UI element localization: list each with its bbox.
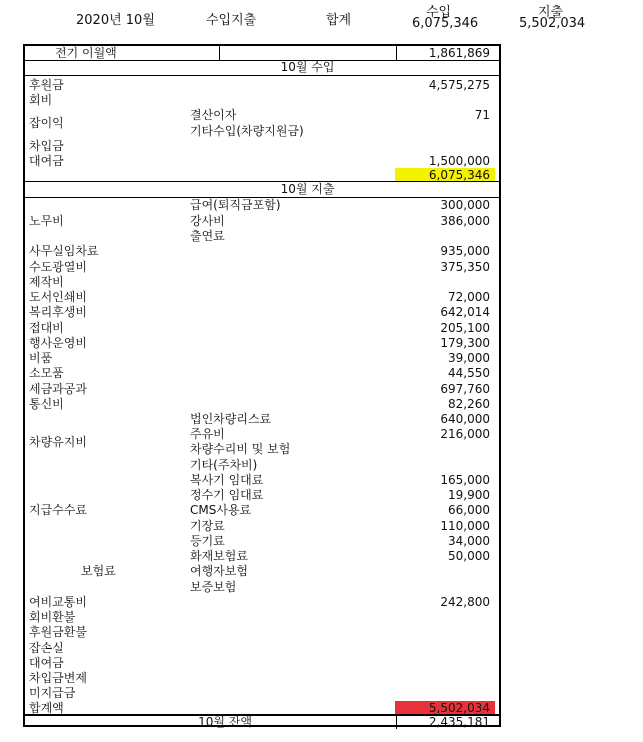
column-divider (219, 46, 220, 60)
balance-label: 10월 잔액 (198, 715, 252, 729)
printing-value: 72,000 (448, 290, 490, 304)
taxes-value: 697,760 (440, 382, 490, 396)
travel-transport-label: 여비교통비 (29, 595, 87, 609)
other-income-label: 기타수입(차량지원금) (190, 124, 304, 138)
borrowing-repay-label: 차입금변제 (29, 671, 87, 685)
column-divider (396, 714, 397, 729)
fuel-label: 주유비 (190, 427, 225, 441)
unpaid-label: 미지급금 (29, 686, 76, 700)
settlement-interest-value: 71 (474, 108, 490, 122)
utilities-value: 375,350 (440, 260, 490, 274)
ledger-table (23, 44, 501, 727)
borrowing-label: 차입금 (29, 139, 64, 153)
production-label: 제작비 (29, 275, 64, 289)
donation-refund-label: 후원금환불 (29, 625, 87, 639)
income-header-value: 6,075,346 (412, 16, 479, 31)
fire-insurance-label: 화재보험료 (190, 549, 248, 563)
corp-car-lease-label: 법인차량리스료 (190, 412, 272, 426)
welfare-value: 642,014 (440, 305, 490, 319)
car-repair-label: 차량수리비 및 보험 (190, 442, 291, 456)
salary-value: 300,000 (440, 198, 490, 212)
purifier-rent-value: 19,900 (448, 488, 490, 502)
donation-value: 4,575,275 (428, 78, 490, 92)
loan-out-label: 대여금 (29, 656, 64, 670)
donation-label: 후원금 (29, 78, 64, 92)
utilities-label: 수도광열비 (29, 260, 87, 274)
income-header-label: 수입 (426, 5, 452, 20)
supplies-label: 비품 (29, 351, 53, 365)
entertainment-value: 205,100 (440, 321, 490, 335)
misc-income-label: 잡이익 (29, 116, 64, 130)
appearance-fee-label: 출연료 (190, 229, 225, 243)
guarantee-insurance-label: 보증보험 (190, 580, 237, 594)
balance-value: 2,435,181 (428, 715, 490, 729)
fees-label: 지급수수료 (29, 503, 87, 517)
travel-insurance-label: 여행자보험 (190, 564, 248, 578)
lecture-fee-value: 386,000 (440, 214, 490, 228)
row-divider (25, 75, 499, 76)
travel-transport-value: 242,800 (440, 595, 490, 609)
report-subtitle: 수입지출 (206, 13, 257, 28)
office-rent-value: 935,000 (440, 244, 490, 258)
loan-label: 대여금 (29, 154, 64, 168)
dues-refund-label: 회비환불 (29, 610, 76, 624)
event-label: 행사운영비 (29, 336, 87, 350)
communication-label: 통신비 (29, 397, 64, 411)
expense-total-label: 합계액 (29, 701, 64, 715)
welfare-label: 복리후생비 (29, 305, 87, 319)
taxes-label: 세금과공과 (29, 382, 87, 396)
communication-value: 82,260 (448, 397, 490, 411)
income-section-title: 10월 수입 (280, 60, 335, 74)
expense-section-title: 10월 지출 (280, 182, 335, 196)
consumables-value: 44,550 (448, 366, 490, 380)
other-parking-label: 기타(주차비) (190, 458, 258, 472)
expense-header-label: 지출 (538, 5, 564, 20)
lecture-fee-label: 강사비 (190, 214, 225, 228)
corp-car-lease-value: 640,000 (440, 412, 490, 426)
dues-label: 회비 (29, 93, 53, 107)
registration-fee-label: 등기료 (190, 534, 225, 548)
cms-fee-value: 66,000 (448, 503, 490, 517)
purifier-rent-label: 정수기 임대료 (190, 488, 264, 502)
recording-fee-label: 기장료 (190, 519, 225, 533)
salary-label: 급여(퇴직금포함) (190, 198, 281, 212)
cms-fee-label: CMS사용료 (190, 503, 252, 517)
consumables-label: 소모품 (29, 366, 64, 380)
entertainment-label: 접대비 (29, 321, 64, 335)
column-divider (396, 46, 397, 60)
carryover-label: 전기 이월액 (55, 46, 117, 60)
fuel-value: 216,000 (440, 427, 490, 441)
supplies-value: 39,000 (448, 351, 490, 365)
loan-value: 1,500,000 (428, 154, 490, 168)
carryover-value: 1,861,869 (428, 46, 490, 60)
event-value: 179,300 (440, 336, 490, 350)
copier-rent-label: 복사기 임대료 (190, 473, 264, 487)
insurance-label: 보험료 (81, 564, 116, 578)
registration-fee-value: 34,000 (448, 534, 490, 548)
expense-total-value: 5,502,034 (428, 701, 490, 715)
expense-header-value: 5,502,034 (519, 16, 586, 31)
vehicle-label: 차량유지비 (29, 435, 87, 449)
printing-label: 도서인쇄비 (29, 290, 87, 304)
fire-insurance-value: 50,000 (448, 549, 490, 563)
total-label: 합계 (326, 13, 352, 28)
recording-fee-value: 110,000 (440, 519, 490, 533)
labor-label: 노무비 (29, 214, 64, 228)
copier-rent-value: 165,000 (440, 473, 490, 487)
report-period: 2020년 10월 (76, 13, 155, 28)
office-rent-label: 사무실임차료 (29, 244, 99, 258)
income-total-value: 6,075,346 (428, 168, 490, 182)
misc-loss-label: 잡손실 (29, 641, 64, 655)
settlement-interest-label: 결산이자 (190, 108, 237, 122)
